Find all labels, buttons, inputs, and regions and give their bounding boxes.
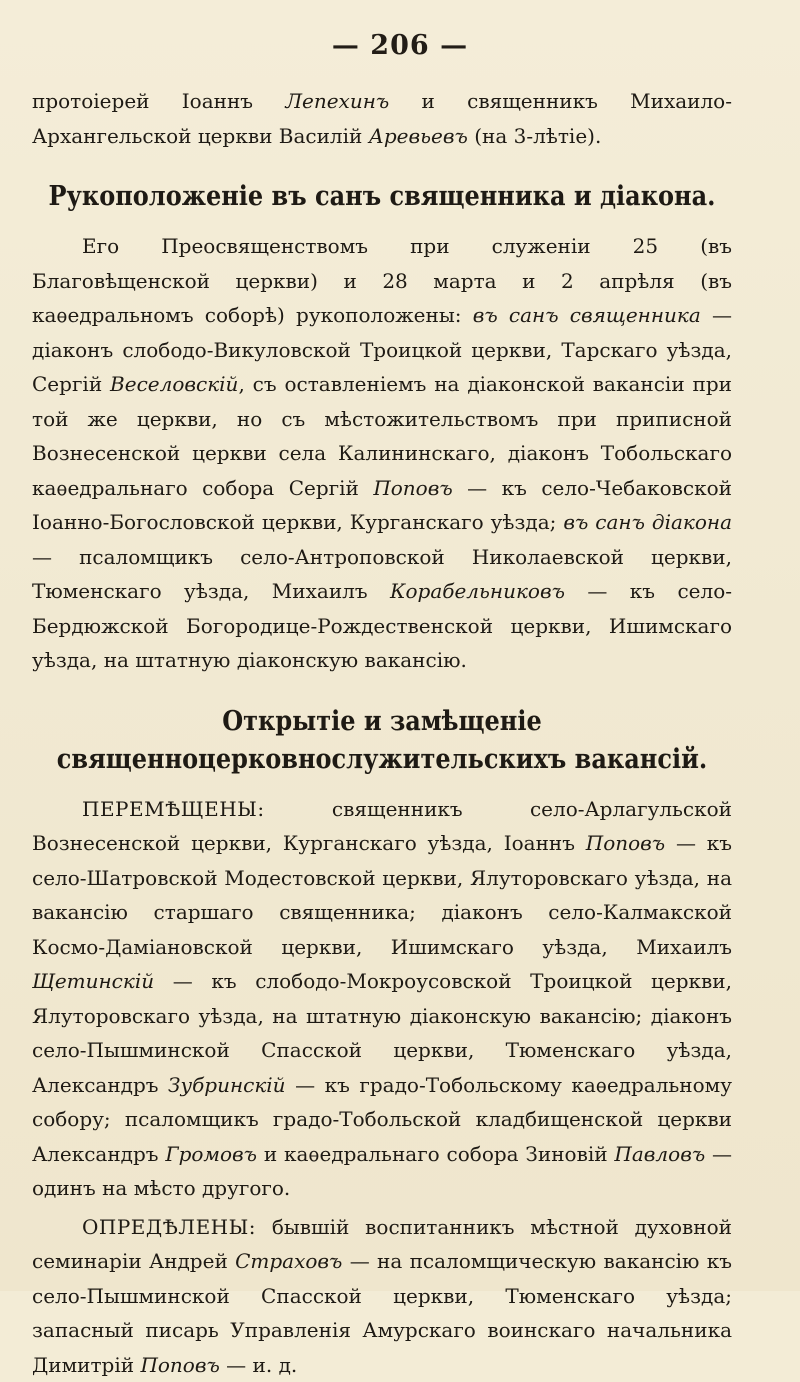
person-name: Поповъ [373, 476, 452, 500]
person-name: Лепехинъ [285, 89, 389, 113]
text-run: Его Преосвященствомъ при служеніи 25 (въ Благовѣщенской церкви) и 28 марта и 2 апрѣля (въ каѳедральномъ соборѣ) рукоположены: [32, 234, 732, 327]
paragraph-transfers [32, 792, 732, 1206]
text-run: — одинъ на мѣсто другого. [32, 1142, 732, 1201]
text-run: — и. д. [220, 1353, 297, 1377]
person-name: Павловъ [614, 1142, 705, 1166]
person-name: Аревьевъ [369, 124, 468, 148]
paragraph-continuation [32, 84, 732, 153]
paragraph-lead: ОПРЕДѢЛЕНЫ: [82, 1215, 256, 1239]
text-run: бывшій воспитанникъ мѣстной духовной семинаріи Андрей [32, 1215, 732, 1274]
person-name: Громовъ [165, 1142, 257, 1166]
paragraph-lead: ПЕРЕМѢЩЕНЫ: [82, 797, 265, 821]
person-name: Поповъ [140, 1353, 219, 1377]
emphasis: въ санъ священника [473, 303, 701, 327]
person-name: Поповъ [586, 831, 665, 855]
text-run: (на 3-лѣтіе). [468, 124, 601, 148]
text-run: и каѳедральнаго собора Зиновій [257, 1142, 614, 1166]
text-run: — къ слободо-Мокроусовской Троицкой церкви, Ялуторовскаго уѣзда, на штатную діаконскую вакансію; діаконъ село-Пышминской Спасской церкви, Тюменскаго уѣзда, Александръ [32, 969, 732, 1097]
person-name: Зубринскій [168, 1073, 286, 1097]
section-heading-vacancies: Открытіе и замѣщеніе священноцерковнослужительскихъ вакансій. [32, 701, 732, 777]
text-run: — къ село-Бердюжской Богородице-Рождественской церкви, Ишимскаго уѣзда, на штатную діаконскую вакансію. [32, 579, 732, 672]
text-run: , съ оставленіемъ на діаконской вакансіи при той же церкви, но съ мѣстожительствомъ при приписной Вознесенской церкви села Калининскаго, діаконъ Тобольскаго каѳедральнаго собора Сергій [32, 372, 732, 500]
person-name: Щетинскій [32, 969, 154, 993]
person-name: Веселовскій [110, 372, 238, 396]
person-name: Корабельниковъ [390, 579, 565, 603]
text-run: и священникъ Михаило-Архангельской церкви Василій [32, 89, 732, 148]
paragraph-appointments [32, 1210, 732, 1382]
text-run: — псаломщикъ село-Антроповской Николаевской церкви, Тюменскаго уѣзда, Михаилъ [32, 545, 732, 604]
text-run: — къ село-Шатровской Модестовской церкви, Ялуторовскаго уѣзда, на вакансію старшаго священника; діаконъ село-Калмакской Космо-Даміановской церкви, Ишимскаго уѣзда, Михаилъ [32, 831, 732, 959]
text-run: священникъ село-Арлагульской Вознесенской церкви, Курганскаго уѣзда, Іоаннъ [32, 797, 732, 856]
text-run: протоіерей Іоаннъ [32, 89, 285, 113]
text-run: — къ село-Чебаковской Іоанно-Богословской церкви, Курганскаго уѣзда; [32, 476, 732, 535]
page-body [32, 84, 732, 1382]
paragraph-ordination [32, 229, 732, 678]
page-number: — 206 — [0, 30, 800, 61]
text-run: — діаконъ слободо-Викуловской Троицкой церкви, Тарскаго уѣзда, Сергій [32, 303, 732, 396]
text-run: — на псаломщическую вакансію къ село-Пышминской Спасской церкви, Тюменскаго уѣзда; запасный писарь Управленія Амурскаго воинскаго начальника Димитрій [32, 1249, 732, 1377]
section-heading-ordination: Рукоположеніе въ санъ священника и діакона. [32, 177, 732, 215]
person-name: Страховъ [235, 1249, 342, 1273]
emphasis: въ санъ діакона [563, 510, 732, 534]
text-run: — къ градо-Тобольскому каѳедральному собору; псаломщикъ градо-Тобольской кладбищенской церкви Александръ [32, 1073, 732, 1166]
